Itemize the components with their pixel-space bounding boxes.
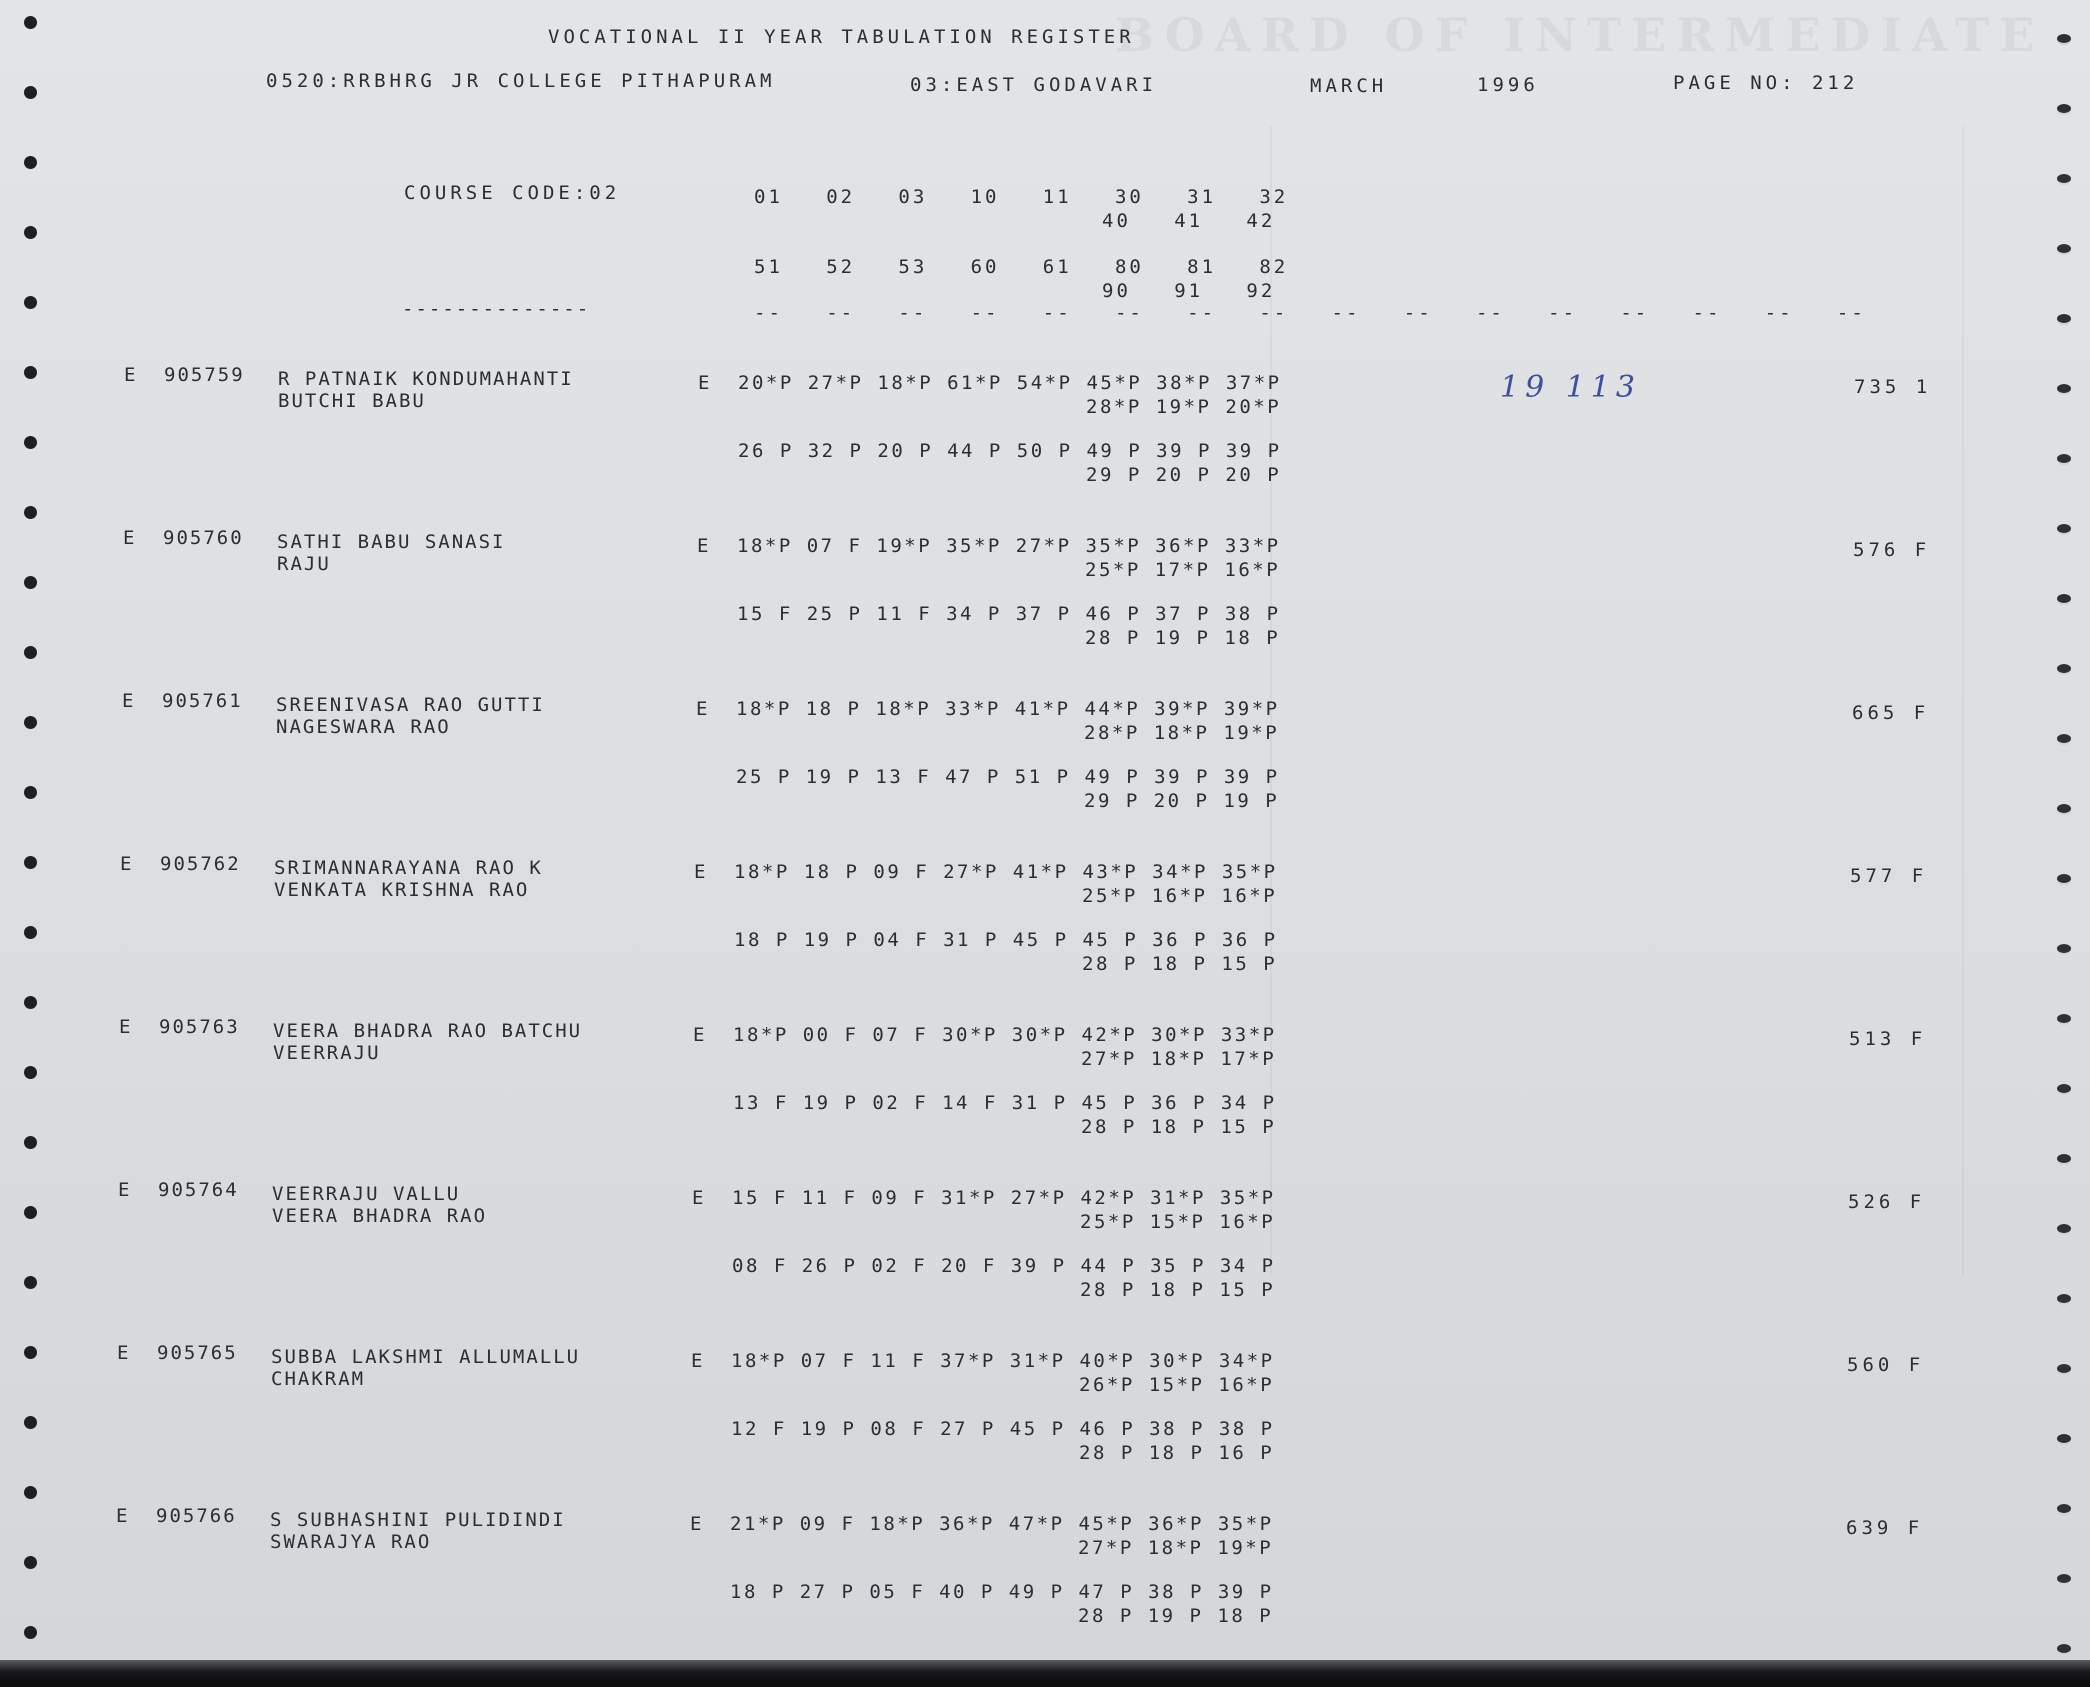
roll-number: 905765 xyxy=(157,1342,238,1364)
feed-hole xyxy=(24,646,37,659)
student-flag: E xyxy=(122,690,136,712)
feed-hole xyxy=(24,1556,37,1569)
practical-marks-row: 25 P 19 P 13 F 47 P 51 P 49 P 39 P 39 P xyxy=(736,766,1280,788)
student-flag: E xyxy=(123,527,137,549)
practical-marks-row-cont: 29 P 20 P 19 P xyxy=(1084,790,1280,812)
course-dash-line: -------------- xyxy=(402,298,591,320)
practical-marks-row-cont: 28 P 18 P 15 P xyxy=(1082,953,1278,975)
theory-marks-row: 21*P 09 F 18*P 36*P 47*P 45*P 36*P 35*P xyxy=(730,1513,1274,1535)
feed-hole xyxy=(2057,454,2071,463)
subject-codes-row1: 01 02 03 10 11 30 31 32 xyxy=(754,186,1289,208)
student-name-line2: NAGESWARA RAO xyxy=(276,716,451,738)
theory-marks-row: 18*P 07 F 11 F 37*P 31*P 40*P 30*P 34*P xyxy=(731,1350,1275,1372)
feed-hole xyxy=(24,1276,37,1289)
student-name-line2: SWARAJYA RAO xyxy=(270,1531,432,1553)
roll-number: 905761 xyxy=(162,690,243,712)
page-number: PAGE NO: 212 xyxy=(1673,72,1859,94)
feed-hole xyxy=(24,1136,37,1149)
theory-marks-row-cont: 27*P 18*P 17*P xyxy=(1081,1048,1277,1070)
feed-hole xyxy=(2057,1504,2071,1513)
student-name: R PATNAIK KONDUMAHANTI xyxy=(278,368,574,390)
practical-marks-row: 13 F 19 P 02 F 14 F 31 P 45 P 36 P 34 P xyxy=(733,1092,1277,1114)
show-through-rules xyxy=(1270,126,1964,1276)
feed-hole xyxy=(24,1206,37,1219)
theory-marks-row-cont: 28*P 18*P 19*P xyxy=(1084,722,1280,744)
feed-hole xyxy=(2057,874,2071,883)
feed-hole xyxy=(2057,1084,2071,1093)
page-bottom-shadow xyxy=(0,1660,2090,1687)
roll-number: 905766 xyxy=(156,1505,237,1527)
practical-marks-row-cont: 28 P 19 P 18 P xyxy=(1078,1605,1274,1627)
feed-hole xyxy=(24,16,37,29)
practical-marks-row-cont: 28 P 18 P 15 P xyxy=(1080,1279,1276,1301)
feed-hole xyxy=(24,86,37,99)
practical-marks-row-cont: 28 P 18 P 16 P xyxy=(1079,1442,1275,1464)
feed-hole xyxy=(24,996,37,1009)
practical-marks-row: 18 P 19 P 04 F 31 P 45 P 45 P 36 P 36 P xyxy=(734,929,1278,951)
practical-marks-row-cont: 29 P 20 P 20 P xyxy=(1086,464,1282,486)
theory-marks-row: 18*P 00 F 07 F 30*P 30*P 42*P 30*P 33*P xyxy=(733,1024,1277,1046)
feed-hole xyxy=(24,926,37,939)
theory-marks-row-cont: 25*P 17*P 16*P xyxy=(1085,559,1281,581)
exam-type: E xyxy=(696,698,710,720)
subject-codes-row2: 51 52 53 60 61 80 81 82 xyxy=(754,256,1289,278)
student-name: VEERRAJU VALLU xyxy=(272,1183,461,1205)
feed-hole xyxy=(24,1626,37,1639)
feed-hole xyxy=(24,1346,37,1359)
theory-marks-row: 18*P 18 P 09 F 27*P 41*P 43*P 34*P 35*P xyxy=(734,861,1278,883)
total-and-result: 735 1 xyxy=(1854,376,1932,398)
practical-marks-row-cont: 28 P 19 P 18 P xyxy=(1085,627,1281,649)
feed-hole xyxy=(2057,804,2071,813)
theory-marks-row-cont: 25*P 16*P 16*P xyxy=(1082,885,1278,907)
feed-hole xyxy=(24,506,37,519)
student-flag: E xyxy=(124,364,138,386)
exam-type: E xyxy=(690,1513,704,1535)
feed-hole xyxy=(2057,244,2071,253)
roll-number: 905763 xyxy=(159,1016,240,1038)
exam-type: E xyxy=(694,861,708,883)
roll-number: 905760 xyxy=(163,527,244,549)
show-through-letterhead xyxy=(1115,8,2044,62)
practical-marks-row-cont: 28 P 18 P 15 P xyxy=(1081,1116,1277,1138)
feed-hole xyxy=(24,1486,37,1499)
college-name: 0520:RRBHRG JR COLLEGE PITHAPURAM xyxy=(266,70,776,92)
student-name: SUBBA LAKSHMI ALLUMALLU xyxy=(271,1346,581,1368)
practical-marks-row: 26 P 32 P 20 P 44 P 50 P 49 P 39 P 39 P xyxy=(738,440,1282,462)
feed-hole xyxy=(2057,944,2071,953)
exam-type: E xyxy=(692,1187,706,1209)
student-flag: E xyxy=(117,1342,131,1364)
feed-hole xyxy=(2057,1154,2071,1163)
feed-hole xyxy=(2057,1644,2071,1653)
exam-type: E xyxy=(697,535,711,557)
roll-number: 905764 xyxy=(158,1179,239,1201)
student-name: SREENIVASA RAO GUTTI xyxy=(276,694,545,716)
feed-hole xyxy=(24,436,37,449)
student-name-line2: RAJU xyxy=(277,553,331,575)
feed-hole xyxy=(2057,174,2071,183)
feed-hole xyxy=(24,576,37,589)
student-name-line2: CHAKRAM xyxy=(271,1368,366,1390)
theory-marks-row: 18*P 18 P 18*P 33*P 41*P 44*P 39*P 39*P xyxy=(736,698,1280,720)
practical-marks-row: 08 F 26 P 02 F 20 F 39 P 44 P 35 P 34 P xyxy=(732,1255,1276,1277)
theory-marks-row: 20*P 27*P 18*P 61*P 54*P 45*P 38*P 37*P xyxy=(738,372,1282,394)
feed-hole xyxy=(24,1066,37,1079)
theory-marks-row-cont: 25*P 15*P 16*P xyxy=(1080,1211,1276,1233)
student-name-line2: BUTCHI BABU xyxy=(278,390,426,412)
course-code-label: COURSE CODE:02 xyxy=(404,182,621,204)
total-and-result: 576 F xyxy=(1853,539,1931,561)
feed-hole xyxy=(2057,384,2071,393)
feed-hole xyxy=(2057,1434,2071,1443)
student-name: SATHI BABU SANASI xyxy=(277,531,506,553)
student-flag: E xyxy=(116,1505,130,1527)
feed-hole xyxy=(24,786,37,799)
exam-month: MARCH xyxy=(1310,75,1388,97)
feed-hole xyxy=(2057,524,2071,533)
feed-hole xyxy=(2057,1294,2071,1303)
subject-codes-row2b: 90 91 92 xyxy=(1102,280,1276,302)
student-name-line2: VEERA BHADRA RAO xyxy=(272,1205,488,1227)
feed-hole xyxy=(2057,34,2071,43)
district-name: 03:EAST GODAVARI xyxy=(910,74,1158,96)
theory-marks-row: 15 F 11 F 09 F 31*P 27*P 42*P 31*P 35*P xyxy=(732,1187,1276,1209)
student-name: VEERA BHADRA RAO BATCHU xyxy=(273,1020,583,1042)
feed-hole xyxy=(24,366,37,379)
feed-hole xyxy=(2057,1014,2071,1023)
student-flag: E xyxy=(120,853,134,875)
feed-hole xyxy=(24,296,37,309)
practical-marks-row: 18 P 27 P 05 F 40 P 49 P 47 P 38 P 39 P xyxy=(730,1581,1274,1603)
feed-hole xyxy=(2057,1574,2071,1583)
feed-hole xyxy=(24,856,37,869)
total-and-result: 560 F xyxy=(1847,1354,1925,1376)
student-name: SRIMANNARAYANA RAO K xyxy=(274,857,543,879)
theory-marks-row-cont: 27*P 18*P 19*P xyxy=(1078,1537,1274,1559)
roll-number: 905759 xyxy=(164,364,245,386)
feed-hole xyxy=(2057,1364,2071,1373)
feed-hole xyxy=(2057,594,2071,603)
theory-marks-row-cont: 26*P 15*P 16*P xyxy=(1079,1374,1275,1396)
student-flag: E xyxy=(119,1016,133,1038)
subject-codes-row1b: 40 41 42 xyxy=(1102,210,1276,232)
total-and-result: 665 F xyxy=(1852,702,1930,724)
feed-hole xyxy=(2057,734,2071,743)
feed-hole xyxy=(2057,664,2071,673)
theory-marks-row: 18*P 07 F 19*P 35*P 27*P 35*P 36*P 33*P xyxy=(737,535,1281,557)
total-and-result: 526 F xyxy=(1848,1191,1926,1213)
total-and-result: 513 F xyxy=(1849,1028,1927,1050)
student-name-line2: VEERRAJU xyxy=(273,1042,381,1064)
handwritten-note: 19 113 xyxy=(1500,370,1641,405)
student-flag: E xyxy=(118,1179,132,1201)
total-and-result: 639 F xyxy=(1846,1517,1924,1539)
feed-hole xyxy=(2057,1224,2071,1233)
feed-hole xyxy=(2057,104,2071,113)
student-name-line2: VENKATA KRISHNA RAO xyxy=(274,879,530,901)
exam-type: E xyxy=(691,1350,705,1372)
feed-hole xyxy=(2057,314,2071,323)
feed-hole xyxy=(24,716,37,729)
total-and-result: 577 F xyxy=(1850,865,1928,887)
feed-hole xyxy=(24,156,37,169)
theory-marks-row-cont: 28*P 19*P 20*P xyxy=(1086,396,1282,418)
roll-number: 905762 xyxy=(160,853,241,875)
feed-hole xyxy=(24,1416,37,1429)
feed-hole xyxy=(24,226,37,239)
student-name: S SUBHASHINI PULIDINDI xyxy=(270,1509,566,1531)
register-title: VOCATIONAL II YEAR TABULATION REGISTER xyxy=(548,26,1135,48)
column-dash-line: -- -- -- -- -- -- -- -- -- -- -- -- -- -- -- -- xyxy=(754,302,1866,324)
exam-year: 1996 xyxy=(1477,74,1539,96)
practical-marks-row: 12 F 19 P 08 F 27 P 45 P 46 P 38 P 38 P xyxy=(731,1418,1275,1440)
exam-type: E xyxy=(698,372,712,394)
exam-type: E xyxy=(693,1024,707,1046)
practical-marks-row: 15 F 25 P 11 F 34 P 37 P 46 P 37 P 38 P xyxy=(737,603,1281,625)
